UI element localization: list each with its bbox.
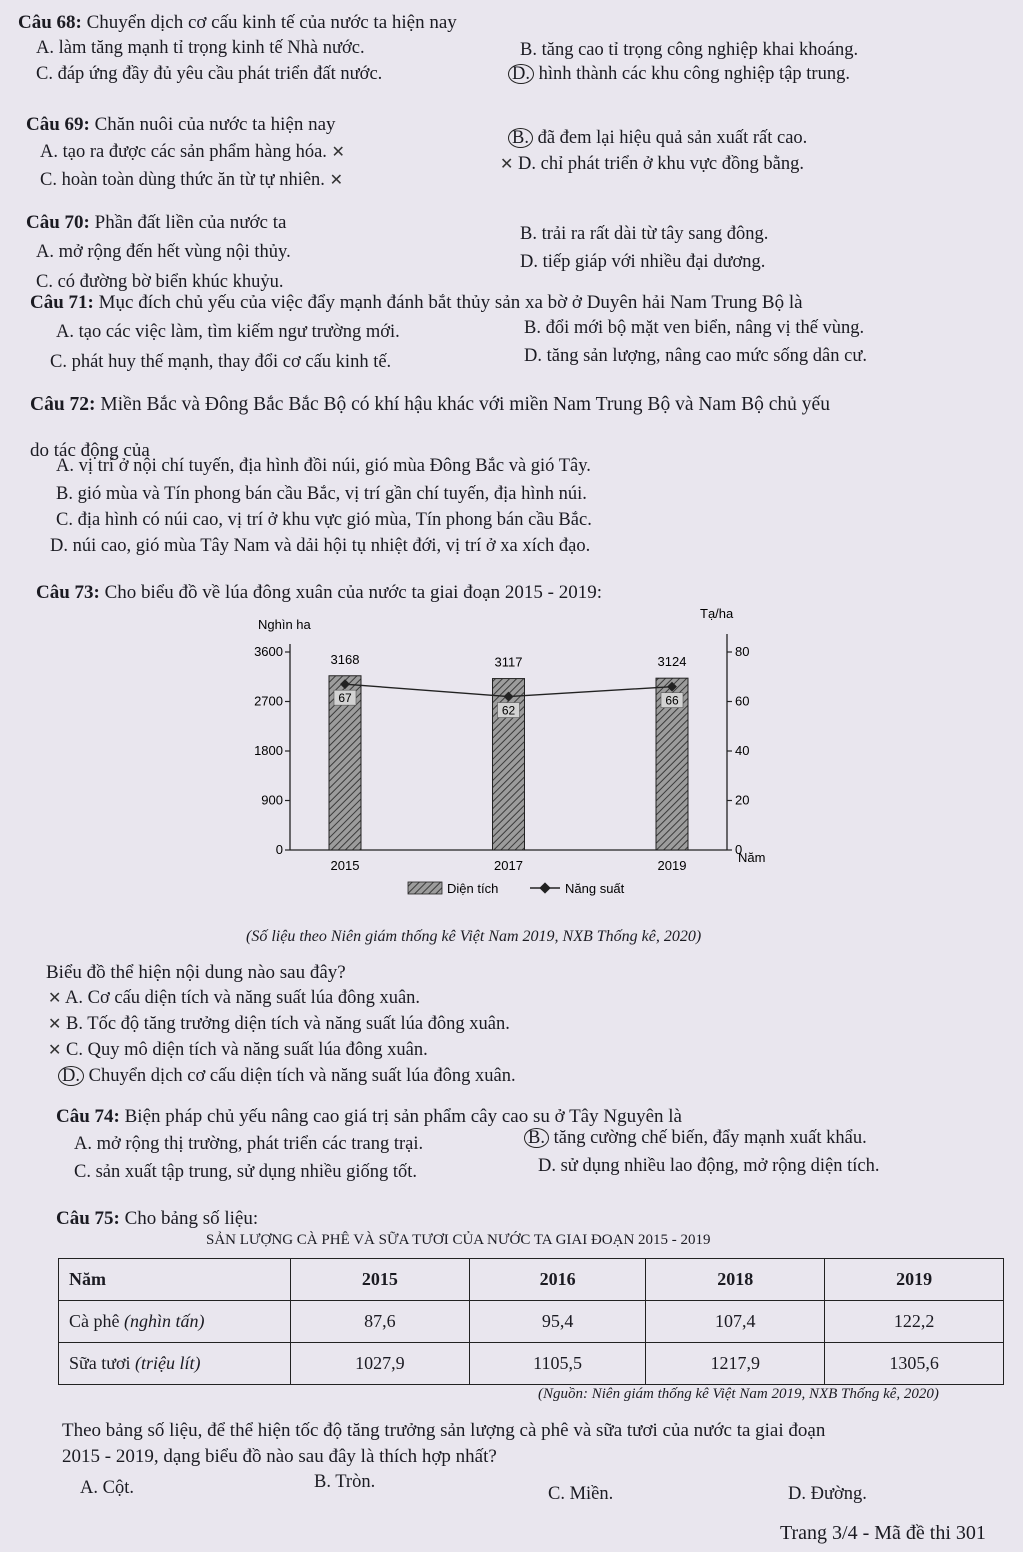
row-unit: (triệu lít) — [135, 1353, 201, 1373]
cross-mark-icon: ✕ — [329, 170, 343, 189]
cross-mark-icon: ✕ — [331, 142, 345, 161]
left-tick-label: 2700 — [254, 693, 283, 709]
q69-option-b — [508, 128, 807, 149]
bar-value-label: 3117 — [494, 654, 523, 670]
line-value-label: 62 — [501, 703, 516, 718]
legend-bar-label: Diện tích — [447, 881, 499, 896]
q74-option-a: A. mở rộng thị trường, phát triển các trang trại. — [74, 1134, 424, 1154]
q71-option-b: B. đổi mới bộ mặt ven biển, nâng vị thế vùng. — [524, 318, 865, 338]
q69-option-d — [500, 154, 804, 175]
q74-stem-text: Biện pháp chủ yếu nâng cao giá trị sản phẩm cây cao su ở Tây Nguyên là — [124, 1106, 682, 1127]
q71-option-d: D. tăng sản lượng, nâng cao mức sống dân cư. — [524, 346, 867, 366]
x-tick-label: 2015 — [330, 858, 360, 873]
q73-option-c — [48, 1040, 428, 1061]
q70-option-d: D. tiếp giáp với nhiều đại dương. — [520, 252, 766, 272]
row-name: Cà phê — [69, 1311, 120, 1331]
table-cell: 1217,9 — [646, 1343, 825, 1385]
q68-option-d-text: hình thành các khu công nghiệp tập trung. — [538, 64, 850, 84]
q70-stem-text: Phần đất liền của nước ta — [94, 212, 287, 233]
table-header-year: 2015 — [291, 1259, 470, 1301]
q74-option-d: D. sử dụng nhiều lao động, mở rộng diện tích. — [538, 1156, 880, 1176]
q75-question: Theo bảng số liệu, để thể hiện tốc độ tăng trưởng sản lượng cà phê và sữa tươi của nước ta giai đoạn — [62, 1420, 826, 1441]
table-header-label: Năm — [59, 1259, 291, 1301]
q72-option-a: A. vị trí ở nội chí tuyến, địa hình đồi núi, gió mùa Đông Bắc và gió Tây. — [56, 456, 591, 476]
q69-label: Câu 69: — [26, 114, 90, 135]
q70-stem — [26, 212, 286, 234]
q69-answer-circle: B. — [508, 128, 533, 148]
q68-option-d — [508, 64, 850, 85]
q75-option-a: A. Cột. — [80, 1478, 134, 1498]
cross-mark-icon: ✕ — [48, 988, 62, 1007]
q72-option-d: D. núi cao, gió mùa Tây Nam và dải hội tụ nhiệt đới, vị trí ở xa xích đạo. — [50, 536, 591, 556]
q73-option-b — [48, 1014, 510, 1035]
q75-data-table — [58, 1258, 1004, 1385]
q72-stem-text: Miền Bắc và Đông Bắc Bắc Bộ có khí hậu khác với miền Nam Trung Bộ và Nam Bộ chủ yếu — [100, 394, 830, 415]
q68-label: Câu 68: — [18, 12, 82, 33]
table-cell: 87,6 — [291, 1301, 470, 1343]
q73-option-b-text: B. Tốc độ tăng trưởng diện tích và năng suất lúa đông xuân. — [66, 1014, 510, 1034]
line-value-label: 67 — [338, 691, 352, 706]
q69-option-d-text: D. chỉ phát triển ở khu vực đồng bằng. — [518, 154, 804, 174]
table-cell: 107,4 — [646, 1301, 825, 1343]
bar-value-label: 3168 — [330, 651, 360, 667]
q68-stem-text: Chuyển dịch cơ cấu kinh tế của nước ta hiện nay — [86, 12, 457, 33]
table-header-row — [59, 1259, 1004, 1301]
q70-label: Câu 70: — [26, 212, 90, 233]
legend-line-label: Năng suất — [565, 881, 625, 896]
table-header-year: 2016 — [469, 1259, 646, 1301]
q69-stem-text: Chăn nuôi của nước ta hiện nay — [94, 114, 336, 135]
q71-stem — [30, 292, 803, 314]
q73-option-c-text: C. Quy mô diện tích và năng suất lúa đông xuân. — [66, 1040, 428, 1060]
q69-stem — [26, 114, 336, 136]
q68-answer-circle: D. — [508, 64, 534, 84]
left-axis-label: Nghìn ha — [258, 617, 311, 632]
q71-label: Câu 71: — [30, 292, 94, 313]
table-row — [59, 1343, 1004, 1385]
q73-question: Biểu đồ thể hiện nội dung nào sau đây? — [46, 962, 346, 983]
q75-option-c: C. Miền. — [548, 1484, 614, 1504]
q73-answer-circle: D. — [58, 1066, 84, 1086]
right-tick-label: 40 — [735, 743, 750, 758]
table-row-label — [59, 1301, 291, 1343]
table-cell: 122,2 — [825, 1301, 1004, 1343]
q73-option-a — [48, 988, 420, 1009]
bar-series — [329, 652, 688, 873]
table-cell: 95,4 — [469, 1301, 646, 1343]
q71-option-a: A. tạo các việc làm, tìm kiếm ngư trường mới. — [56, 322, 400, 342]
q73-option-d-text: Chuyển dịch cơ cấu diện tích và năng suất lúa đông xuân. — [88, 1066, 516, 1086]
q72-stem-line2: do tác động của — [30, 440, 150, 461]
q70-option-a: A. mở rộng đến hết vùng nội thủy. — [36, 242, 291, 262]
q74-label: Câu 74: — [56, 1106, 120, 1127]
q73-option-a-text: A. Cơ cấu diện tích và năng suất lúa đông xuân. — [65, 988, 421, 1008]
table-cell: 1027,9 — [291, 1343, 470, 1385]
right-axis-ticks — [727, 644, 749, 857]
left-axis-ticks — [254, 644, 290, 857]
left-tick-label: 3600 — [254, 644, 283, 659]
q75-option-b: B. Tròn. — [314, 1472, 376, 1492]
q74-option-b-text: tăng cường chế biến, đẩy mạnh xuất khẩu. — [553, 1128, 867, 1148]
table-cell: 1305,6 — [825, 1343, 1004, 1385]
x-tick-label: 2017 — [494, 858, 523, 873]
cross-mark-icon: ✕ — [48, 1014, 62, 1033]
q69-option-c — [40, 170, 343, 191]
right-tick-label: 0 — [735, 842, 743, 857]
left-tick-label: 1800 — [254, 743, 283, 758]
q73-label: Câu 73: — [36, 582, 100, 603]
q74-answer-circle: B. — [524, 1128, 549, 1148]
q75-label: Câu 75: — [56, 1208, 120, 1229]
cross-mark-icon: ✕ — [500, 154, 514, 173]
q72-option-b: B. gió mùa và Tín phong bán cầu Bắc, vị trí gần chí tuyến, địa hình núi. — [56, 484, 587, 504]
right-tick-label: 80 — [735, 644, 750, 659]
q72-option-c: C. địa hình có núi cao, vị trí ở khu vực gió mùa, Tín phong bán cầu Bắc. — [56, 510, 592, 530]
q68-stem — [18, 12, 457, 34]
bar-value-label: 3124 — [657, 654, 687, 670]
line-value-label: 66 — [665, 693, 679, 708]
q74-option-c: C. sản xuất tập trung, sử dụng nhiều giống tốt. — [74, 1162, 417, 1182]
table-cell: 1105,5 — [469, 1343, 646, 1385]
q75-stem — [56, 1208, 258, 1230]
q69-option-a-text: A. tạo ra được các sản phẩm hàng hóa. — [40, 142, 327, 162]
cross-mark-icon: ✕ — [48, 1040, 62, 1059]
q69-option-c-text: C. hoàn toàn dùng thức ăn từ tự nhiên. — [40, 170, 325, 190]
legend-line-marker — [539, 882, 550, 893]
q75-stem-text: Cho bảng số liệu: — [124, 1208, 259, 1229]
chart-legend — [408, 881, 625, 896]
right-axis-label: Tạ/ha — [700, 606, 734, 621]
page-footer: Trang 3/4 - Mã đề thi 301 — [780, 1522, 986, 1544]
q75-option-d: D. Đường. — [788, 1484, 867, 1504]
q75-table-title: SẢN LƯỢNG CÀ PHÊ VÀ SỮA TƯƠI CỦA NƯỚC TA GIAI ĐOẠN 2015 - 2019 — [206, 1232, 711, 1248]
q68-option-a: A. làm tăng mạnh tỉ trọng kinh tế Nhà nước. — [36, 38, 365, 58]
table-header-year: 2018 — [646, 1259, 825, 1301]
q72-label: Câu 72: — [30, 394, 96, 415]
q73-option-d — [58, 1066, 516, 1087]
q71-option-c: C. phát huy thế mạnh, thay đổi cơ cấu kinh tế. — [50, 352, 392, 372]
q69-option-a — [40, 142, 345, 163]
q68-option-c: C. đáp ứng đầy đủ yêu cầu phát triển đất nước. — [36, 64, 383, 84]
x-axis-label: Năm — [738, 850, 766, 865]
q70-option-b: B. trải ra rất dài từ tây sang đông. — [520, 224, 769, 244]
q69-option-b-text: đã đem lại hiệu quả sản xuất rất cao. — [537, 128, 808, 148]
q75-source: (Nguồn: Niên giám thống kê Việt Nam 2019, NXB Thống kê, 2020) — [538, 1386, 939, 1402]
table-header-year: 2019 — [825, 1259, 1004, 1301]
q74-option-b — [524, 1128, 867, 1149]
q73-source: (Số liệu theo Niên giám thống kê Việt Nam 2019, NXB Thống kê, 2020) — [246, 928, 702, 945]
rice-chart — [230, 604, 810, 904]
q71-stem-text: Mục đích chủ yếu của việc đẩy mạnh đánh bắt thủy sản xa bờ ở Duyên hải Nam Trung Bộ là — [98, 292, 803, 313]
right-tick-label: 60 — [735, 693, 750, 709]
q68-option-b: B. tăng cao tỉ trọng công nghiệp khai khoáng. — [520, 40, 859, 60]
q75-question-line2: 2015 - 2019, dạng biểu đồ nào sau đây là thích hợp nhất? — [62, 1446, 497, 1467]
table-row — [59, 1301, 1004, 1343]
legend-bar-swatch — [408, 882, 442, 894]
row-name: Sữa tươi — [69, 1353, 131, 1373]
q70-option-c: C. có đường bờ biển khúc khuỷu. — [36, 272, 284, 292]
right-tick-label: 20 — [735, 792, 750, 808]
q74-stem — [56, 1106, 682, 1128]
left-tick-label: 900 — [261, 792, 283, 808]
x-tick-label: 2019 — [657, 858, 687, 873]
q72-stem — [30, 394, 830, 416]
q73-stem-text: Cho biểu đồ về lúa đông xuân của nước ta giai đoạn 2015 - 2019: — [104, 582, 602, 603]
table-row-label — [59, 1343, 291, 1385]
q73-stem — [36, 582, 602, 604]
left-tick-label: 0 — [275, 842, 283, 857]
row-unit: (nghìn tấn) — [123, 1311, 205, 1331]
